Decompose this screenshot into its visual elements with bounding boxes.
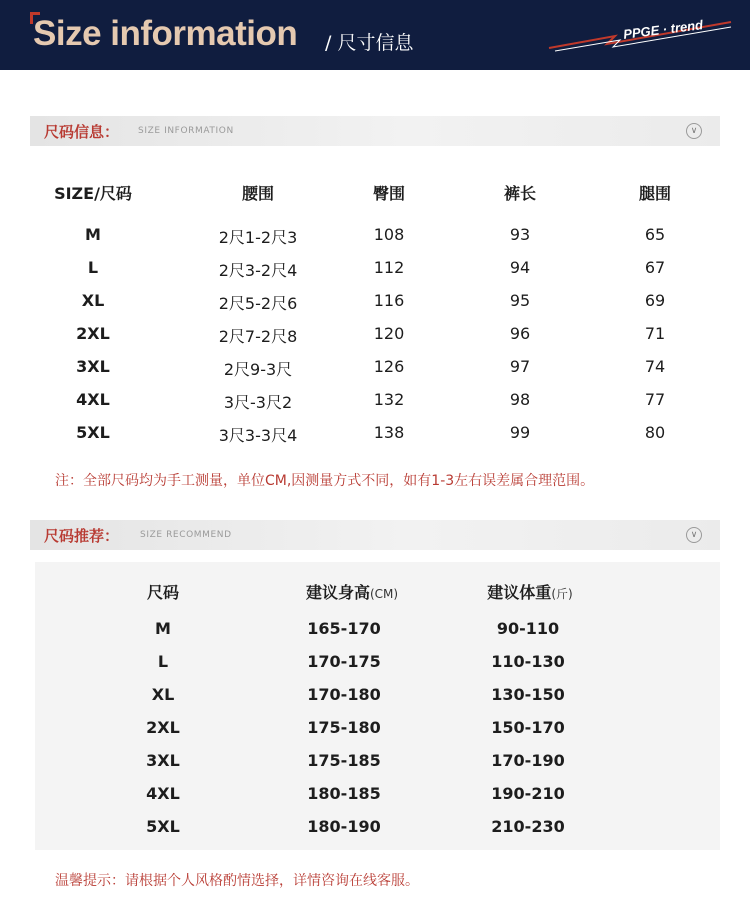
table-cell: 175-185 — [307, 751, 381, 770]
size-recommend-title: 尺码推荐： — [44, 527, 120, 545]
table-cell: 2尺3-2尺4 — [218, 261, 298, 280]
table-cell: 132 — [373, 390, 405, 409]
table-cell: 71 — [644, 324, 666, 343]
column-header: 裤长 — [503, 184, 536, 203]
table-cell: 110-130 — [491, 652, 565, 671]
header-banner — [0, 0, 750, 70]
table-cell: 4XL — [76, 390, 110, 409]
page-subtitle: / 尺寸信息 — [325, 32, 414, 54]
size-recommend-title-en: SIZE RECOMMEND — [140, 530, 232, 540]
table-cell: 67 — [644, 258, 666, 277]
size-info-title: 尺码信息： — [44, 123, 120, 141]
header-height — [272, 580, 432, 603]
table-cell: 98 — [509, 390, 531, 409]
table-cell: 74 — [644, 357, 666, 376]
table-cell: 175-180 — [307, 718, 381, 737]
table-cell: 126 — [373, 357, 405, 376]
size-info-section-header[interactable] — [30, 116, 720, 146]
table-row — [0, 291, 750, 315]
table-cell: 2尺9-3尺 — [223, 360, 293, 379]
table-cell: 130-150 — [491, 685, 565, 704]
table-cell: 2尺5-2尺6 — [218, 294, 298, 313]
table-row — [0, 784, 750, 808]
table-cell: 2XL — [76, 324, 110, 343]
table-row — [0, 357, 750, 381]
table-cell: 112 — [373, 258, 405, 277]
column-header: 腿围 — [638, 184, 671, 203]
table-cell: XL — [151, 685, 175, 704]
brand-name: PPGE · trend — [622, 17, 704, 42]
table-row — [0, 225, 750, 249]
table-cell: 170-180 — [307, 685, 381, 704]
table-cell: 69 — [644, 291, 666, 310]
measurement-note: 注：全部尺码均为手工测量，单位CM,因测量方式不同，如有1-3左右误差属合理范围。 — [55, 473, 595, 489]
table-row — [0, 751, 750, 775]
header-size: 尺码 — [146, 583, 179, 602]
column-header: 臀围 — [372, 184, 405, 203]
table-cell: 97 — [509, 357, 531, 376]
table-cell: 180-190 — [307, 817, 381, 836]
table-cell: 180-185 — [307, 784, 381, 803]
table-cell: 3尺-3尺2 — [223, 393, 293, 412]
header-height-label: 建议身高 — [305, 583, 370, 602]
table-cell: 2尺7-2尺8 — [218, 327, 298, 346]
table-cell: 3尺3-3尺4 — [218, 426, 298, 445]
table-cell: 3XL — [76, 357, 110, 376]
table-cell: 2XL — [146, 718, 180, 737]
table-row — [0, 619, 750, 643]
table-row — [0, 817, 750, 841]
table-cell: 116 — [373, 291, 405, 310]
table-row — [0, 258, 750, 282]
table-row — [0, 324, 750, 348]
header-weight — [450, 580, 610, 603]
table-cell: 3XL — [146, 751, 180, 770]
chevron-down-circle-icon[interactable]: ∨ — [686, 123, 702, 139]
table-row — [0, 685, 750, 709]
table-cell: M — [85, 225, 101, 244]
table-cell: 96 — [509, 324, 531, 343]
table-cell: 170-175 — [307, 652, 381, 671]
table-cell: 95 — [509, 291, 531, 310]
table-cell: 190-210 — [491, 784, 565, 803]
table-row — [0, 390, 750, 414]
size-info-title-en: SIZE INFORMATION — [138, 126, 234, 136]
page-title: Size information — [33, 14, 298, 53]
table-cell: 80 — [644, 423, 666, 442]
table-row — [0, 423, 750, 447]
table-cell: 165-170 — [307, 619, 381, 638]
table-cell: 90-110 — [496, 619, 560, 638]
table-row — [0, 718, 750, 742]
size-recommend-section-header[interactable] — [30, 520, 720, 550]
column-header: SIZE/尺码 — [54, 184, 132, 203]
table-cell: 4XL — [146, 784, 180, 803]
table-cell: L — [157, 652, 169, 671]
table-cell: 2尺1-2尺3 — [218, 228, 298, 247]
table-cell: 120 — [373, 324, 405, 343]
table-cell: 138 — [373, 423, 405, 442]
table-cell: 65 — [644, 225, 666, 244]
chevron-down-circle-icon[interactable]: ∨ — [686, 527, 702, 543]
header-height-unit: (CM) — [369, 587, 399, 601]
table-cell: 94 — [509, 258, 531, 277]
header-weight-unit: (斤) — [551, 587, 573, 601]
table-cell: XL — [81, 291, 105, 310]
table-cell: 150-170 — [491, 718, 565, 737]
table-cell: 5XL — [146, 817, 180, 836]
table-cell: 170-190 — [491, 751, 565, 770]
table-row — [0, 652, 750, 676]
table-cell: L — [87, 258, 99, 277]
tip-note: 温馨提示：请根据个人风格酌情选择，详情咨询在线客服。 — [55, 873, 419, 889]
table-cell: 5XL — [76, 423, 110, 442]
table-cell: 93 — [509, 225, 531, 244]
table-cell: 108 — [373, 225, 405, 244]
table-cell: 210-230 — [491, 817, 565, 836]
header-weight-label: 建议体重 — [487, 583, 552, 602]
brand-logo — [545, 18, 735, 54]
table-cell: 77 — [644, 390, 666, 409]
table-cell: M — [155, 619, 171, 638]
size-info-table-header — [0, 181, 750, 205]
table-cell: 99 — [509, 423, 531, 442]
recommend-table-header — [0, 580, 750, 604]
column-header: 腰围 — [241, 184, 274, 203]
